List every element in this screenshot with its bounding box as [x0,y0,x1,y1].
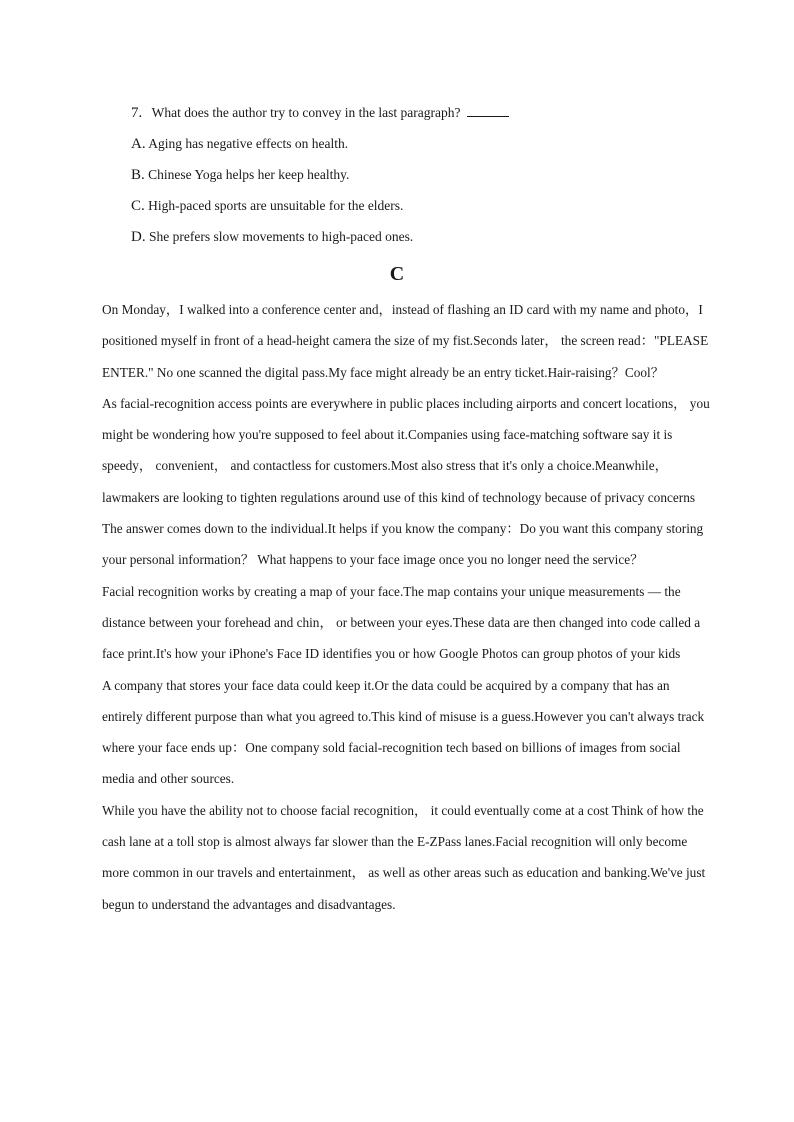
option-c [131,197,403,215]
section-heading: C [389,263,405,285]
answer-blank [467,106,509,117]
paragraph: While you have the ability not to choose facial recognition， it could eventually come at a cost Think of how the cash lane at a toll stop is almost always far slower than the E-ZPass lanes.Facial recognition will only become more common in our travels and entertainment， as well as other areas such as education and banking.We've just begun to understand the advantages and disadvantages. [102,802,706,912]
paragraph: Facial recognition works by creating a map of your face.The map contains your unique measurements — the distance between your forehead and chin， or between your eyes.These data are then changed into code called a face print.It's how your iPhone's Face ID identifies you or how Google Photos can group photos of your kids [102,583,701,662]
option-text: She prefers slow movements to high-paced ones. [148,229,414,244]
option-a [131,135,348,153]
question-7 [131,104,509,122]
question-text: What does the author try to convey in the last paragraph? [151,105,461,120]
option-text: Aging has negative effects on health. [148,136,349,151]
option-b [131,166,349,184]
paragraph: On Monday，I walked into a conference center and，instead of flashing an ID card with my name and photo，I positioned myself in front of a head-height camera the size of my fist.Seconds later， the screen read："PLEASE ENTER." No one scanned the digital pass.My face might already be an entry ticket.Hair-raising？Cool？ [102,302,709,380]
option-letter: D. [131,229,146,245]
paragraph: The answer comes down to the individual.It helps if you know the company：Do you want this company storing your personal information？ What happens to your face image once you no longer need the service？ [102,521,704,568]
passage [102,294,710,920]
paragraph: A company that stores your face data could keep it.Or the data could be acquired by a company that has an entirely different purpose than what you agreed to.This kind of misuse is a guess.However you can't always track where your face ends up：One company sold facial-recognition tech based on billions of images from social media and other sources. [102,677,705,787]
option-d [131,228,413,246]
option-text: Chinese Yoga helps her keep healthy. [148,167,350,182]
option-letter: C. [131,198,145,214]
option-text: High-paced sports are unsuitable for the elders. [148,198,404,213]
option-letter: B. [131,167,145,183]
paragraph: As facial-recognition access points are everywhere in public places including airports and concert locations， you might be wondering how you're supposed to feel about it.Companies using face-matching software say it is speedy， convenient， and contactless for customers.Most also stress that it's only a choice.Meanwhile， lawmakers are looking to tighten regulations around use of this kind of technology because of privacy concerns [102,395,710,505]
option-letter: A. [131,136,146,152]
question-number: 7. [131,105,143,121]
